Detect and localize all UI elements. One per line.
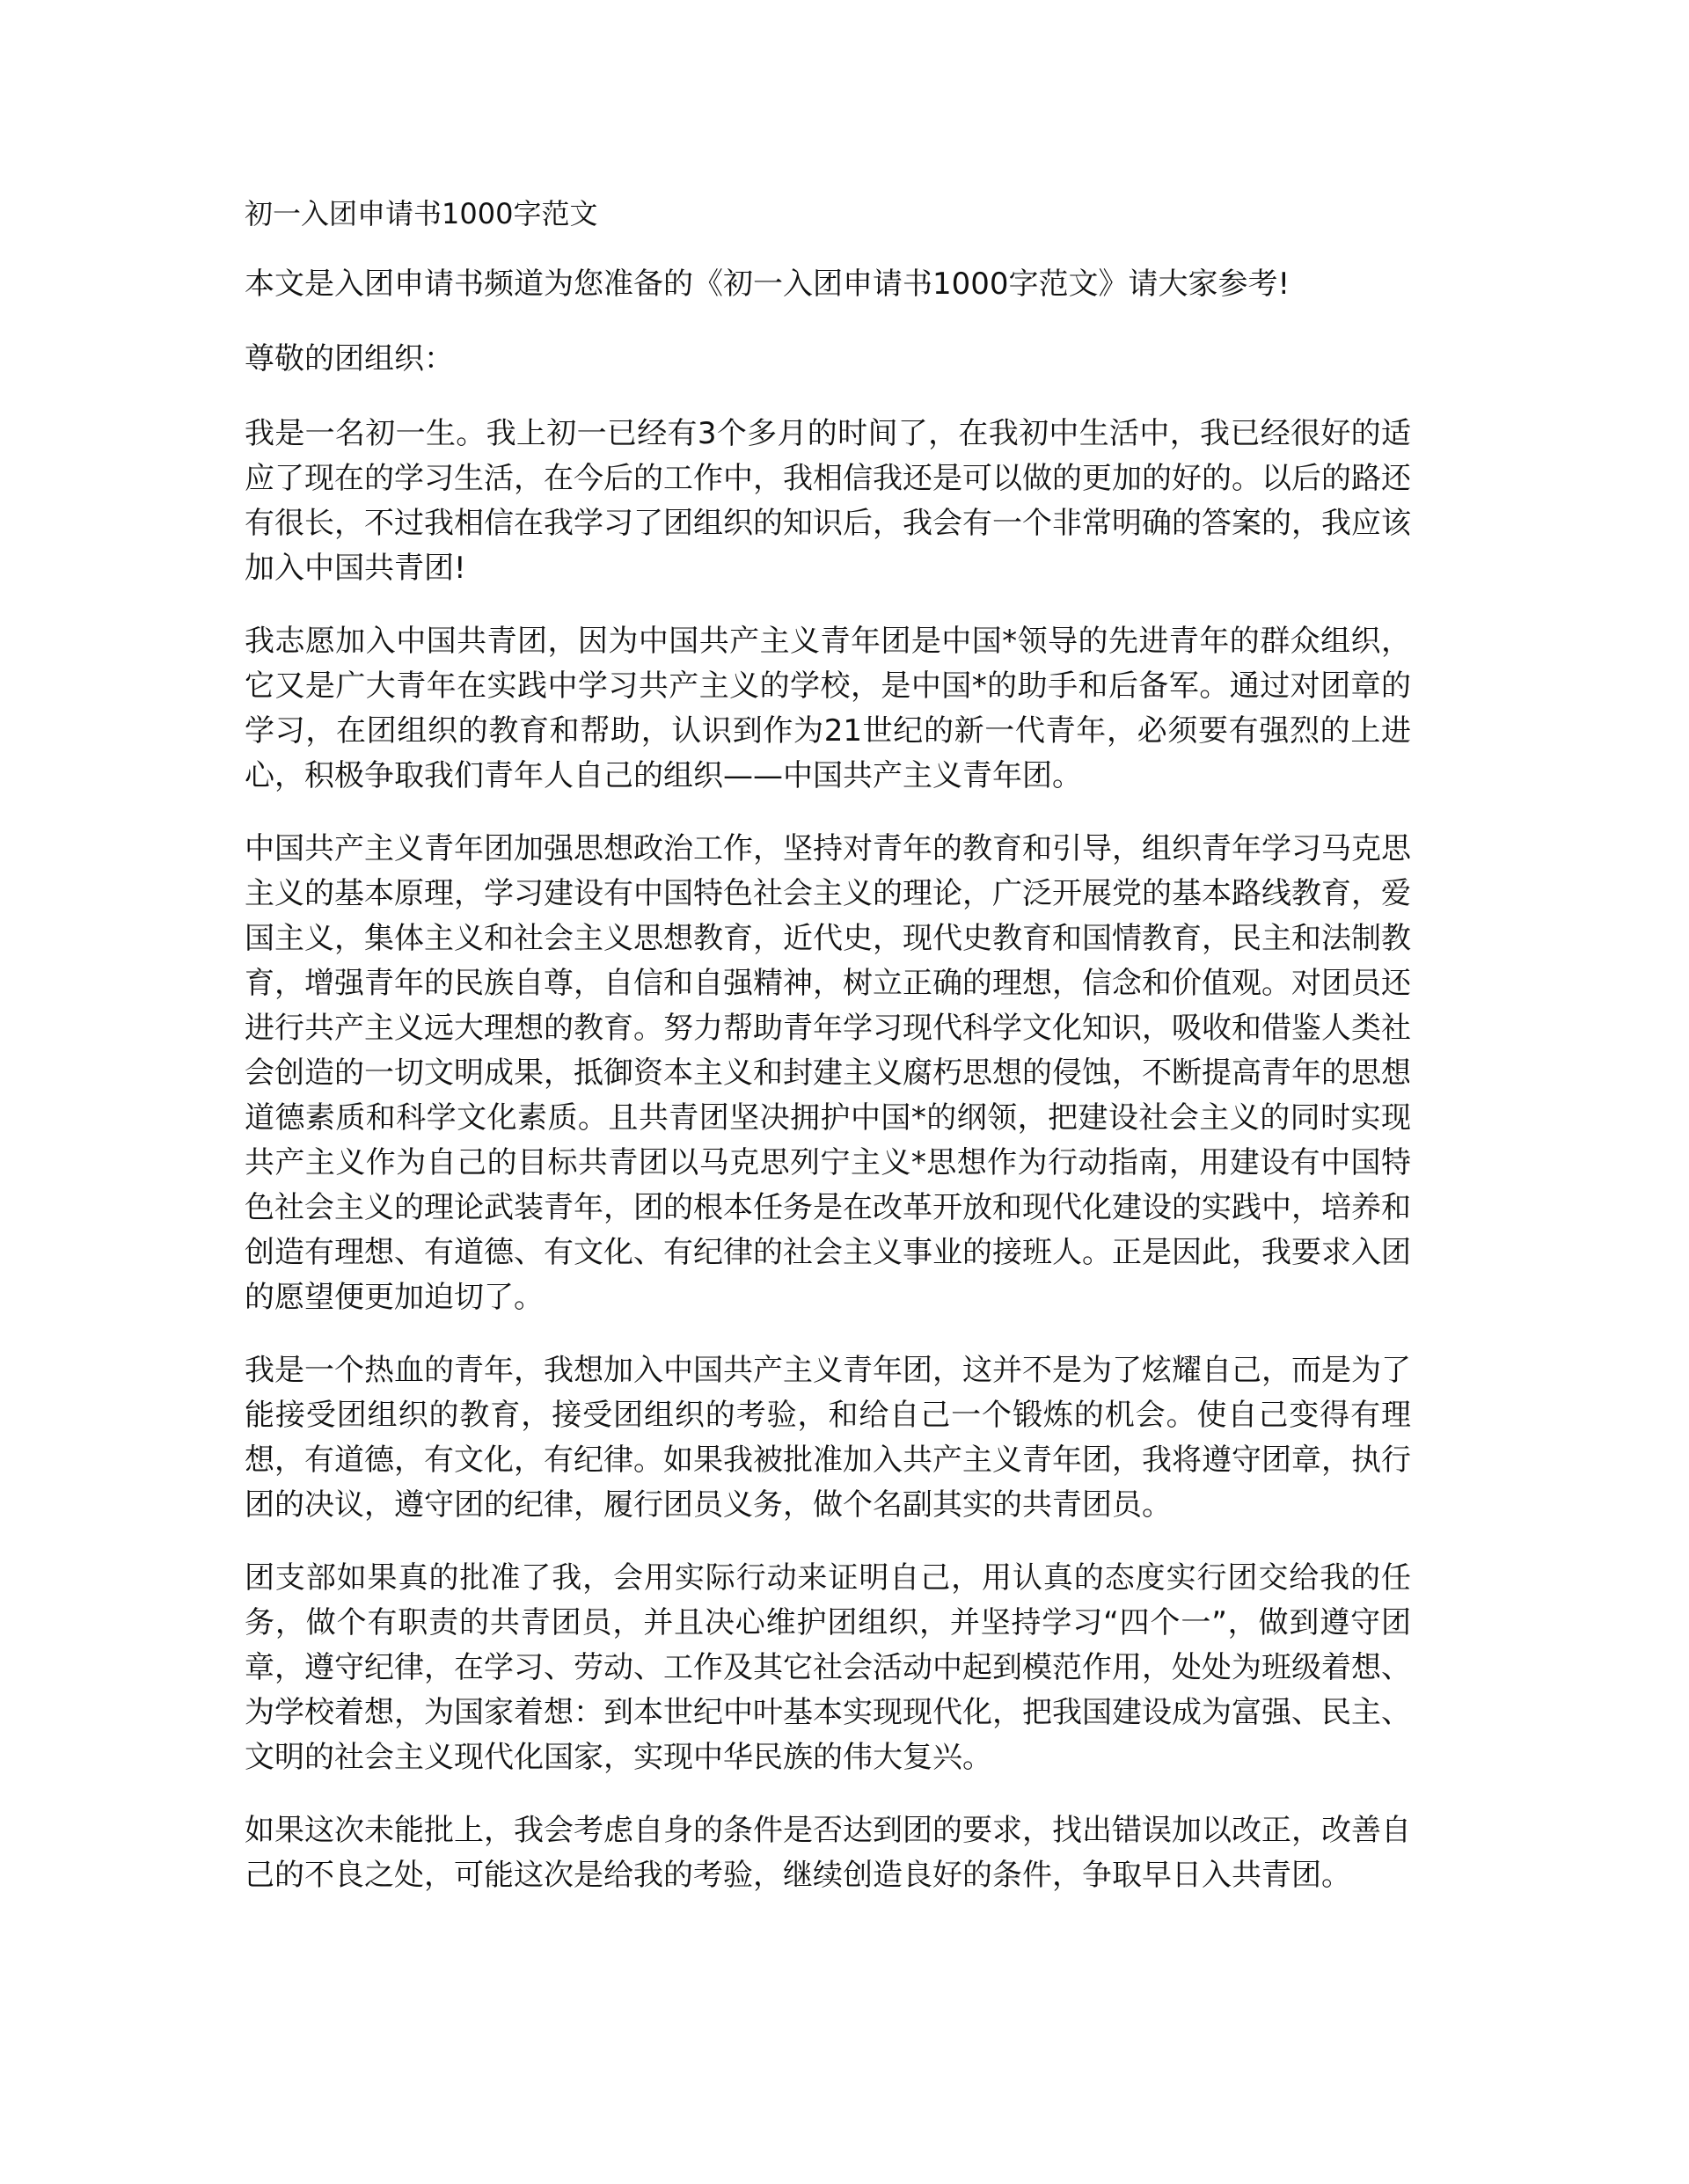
body-paragraph-6: 如果这次未能批上，我会考虑自身的条件是否达到团的要求，找出错误加以改正，改善自己的不良之处，可能这次是给我的考验，继续创造良好的条件，争取早日入共青团。 [245, 1813, 1411, 1893]
document-body [245, 192, 1411, 1926]
intro-paragraph: 本文是入团申请书频道为您准备的《初一入团申请书1000字范文》请大家参考! [245, 267, 1291, 302]
document-title: 初一入团申请书1000字范文 [245, 197, 598, 230]
body-paragraph-2: 我志愿加入中国共青团，因为中国共产主义青年团是中国*领导的先进青年的群众组织，它又是广大青年在实践中学习共产主义的学校，是中国*的助手和后备军。通过对团章的学习，在团组织的教育和帮助，认识到作为21世纪的新一代青年，必须要有强烈的上进心，积极争取我们青年人自己的组织——中国共产主义青年团。 [245, 624, 1411, 793]
body-paragraph-3: 中国共产主义青年团加强思想政治工作，坚持对青年的教育和引导，组织青年学习马克思主义的基本原理，学习建设有中国特色社会主义的理论，广泛开展党的基本路线教育，爱国主义，集体主义和社会主义思想教育，近代史，现代史教育和国情教育，民主和法制教育，增强青年的民族自尊，自信和自强精神，树立正确的理想，信念和价值观。对团员还进行共产主义远大理想的教育。努力帮助青年学习现代科学文化知识，吸收和借鉴人类社会创造的一切文明成果，抵御资本主义和封建主义腐朽思想的侵蚀，不断提高青年的思想道德素质和科学文化素质。且共青团坚决拥护中国*的纲领，把建设社会主义的同时实现共产主义作为自己的目标共青团以马克思列宁主义*思想作为行动指南，用建设有中国特色社会主义的理论武装青年，团的根本任务是在改革开放和现代化建设的实践中，培养和创造有理想、有道德、有文化、有纪律的社会主义事业的接班人。正是因此，我要求入团的愿望便更加迫切了。 [245, 831, 1411, 1315]
body-paragraph-5: 团支部如果真的批准了我，会用实际行动来证明自己，用认真的态度实行团交给我的任务，做个有职责的共青团员，并且决心维护团组织，并坚持学习“四个一”，做到遵守团章，遵守纪律，在学习、劳动、工作及其它社会活动中起到模范作用，处处为班级着想、为学校着想，为国家着想：到本世纪中叶基本实现现代化，把我国建设成为富强、民主、文明的社会主义现代化国家，实现中华民族的伟大复兴。 [245, 1560, 1411, 1775]
salutation: 尊敬的团组织： [245, 341, 454, 376]
body-paragraph-1: 我是一名初一生。我上初一已经有3个多月的时间了，在我初中生活中，我已经很好的适应了现在的学习生活，在今后的工作中，我相信我还是可以做的更加的好的。以后的路还有很长，不过我相信在我学习了团组织的知识后，我会有一个非常明确的答案的，我应该加入中国共青团! [245, 416, 1411, 586]
body-paragraph-4: 我是一个热血的青年，我想加入中国共产主义青年团，这并不是为了炫耀自己，而是为了能接受团组织的教育，接受团组织的考验，和给自己一个锻炼的机会。使自己变得有理想，有道德，有文化，有纪律。如果我被批准加入共产主义青年团，我将遵守团章，执行团的决议，遵守团的纪律，履行团员义务，做个名副其实的共青团员。 [245, 1353, 1411, 1523]
